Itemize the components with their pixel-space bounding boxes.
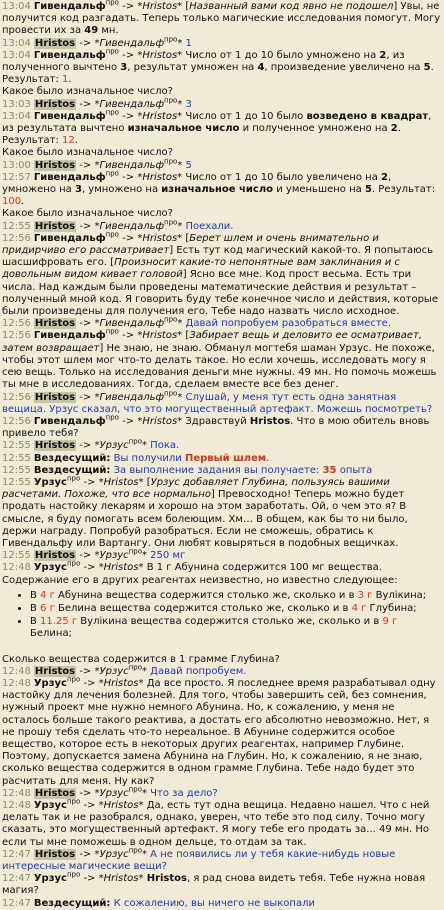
direction-arrow: -> (83, 562, 96, 574)
chat-message (2, 47, 441, 99)
message-text: , умножено на (81, 184, 162, 196)
system-message (2, 453, 441, 465)
message-text: возведено в квадрат (306, 110, 429, 122)
recipient-name[interactable]: *Урзус (94, 550, 129, 562)
direction-arrow: -> (79, 159, 92, 171)
message-text: , произведение увеличено на (264, 62, 424, 74)
direction-arrow: -> (79, 318, 92, 330)
direction-arrow: -> (79, 848, 92, 860)
message-text: В (30, 602, 41, 614)
direction-arrow: -> (79, 220, 92, 232)
message-text: Здравствуй (182, 415, 250, 427)
direction-arrow: -> (122, 415, 135, 427)
timestamp[interactable]: 12:48 (2, 677, 31, 689)
chat-message (2, 157, 441, 172)
message-text: Произносит какие-то непонятные вам заклинания и с довольным видом кивает головой (2, 257, 400, 281)
sender-name[interactable]: Урзус (33, 476, 67, 488)
recipient-title-badge: про (128, 785, 142, 794)
sender-name[interactable]: Гивендальф (33, 1, 106, 12)
direction-arrow: -> (83, 476, 96, 488)
message-text: Число от 1 до 10 было умножено на (182, 49, 380, 61)
sender-name[interactable]: Гивендальф (33, 415, 106, 427)
chat-message (2, 675, 441, 788)
message-text: опыта (336, 464, 373, 476)
message-text: А не появились ли у тебя какие-нибудь новые интересные магические вещи? (2, 848, 396, 873)
recipient-title-badge: про (128, 437, 142, 446)
message-text: . Результат: (371, 184, 436, 196)
recipient-name[interactable]: *Гивендальф (94, 98, 165, 110)
sender-title-badge: про (66, 560, 81, 569)
recipient-suffix: * (177, 37, 183, 49)
sender-name[interactable]: Гивендальф (33, 49, 106, 61)
sender-name[interactable]: Гивендальф (33, 110, 106, 122)
message-text: 2 (381, 171, 388, 183)
sender-name[interactable]: Урзус (33, 873, 67, 885)
timestamp[interactable]: 13:03 (2, 98, 31, 110)
recipient-name[interactable]: *Hristos* (98, 562, 144, 574)
message-text: Какое было изначальное число? (2, 208, 173, 220)
message-text: Какое было изначальное число? (2, 147, 173, 159)
timestamp[interactable]: 12:48 (2, 562, 31, 574)
timestamp[interactable]: 12:56 (2, 415, 31, 427)
message-text: Глубина; (366, 602, 417, 614)
message-text: 6 г (40, 602, 55, 614)
timestamp[interactable]: 12:56 (2, 330, 31, 342)
timestamp[interactable]: 13:04 (2, 37, 31, 49)
message-text: 1 (62, 74, 69, 86)
message-text: 250 мг (147, 550, 186, 562)
message-text: Давай попробуем разобраться вместе. (182, 318, 391, 330)
direction-arrow: -> (122, 171, 135, 183)
message-text: 12 (62, 135, 75, 147)
recipient-title-badge: про (164, 218, 178, 227)
sender-name[interactable]: Урзус (33, 562, 67, 574)
message-text: Какое было изначальное число? (2, 86, 173, 98)
timestamp[interactable]: 12:55 (2, 440, 31, 452)
recipient-name[interactable]: *Hristos* (98, 800, 144, 811)
message-text: ] Превосходно! Теперь можно будет продать настойку лекарям и хорошо на этом заработать. Ой, о чем это я? В смысле, я буду помогать всем болеющим. Хм… В общем, как бы то ни было, держи награду. Попробуй разобраться. Если не сможешь, обратись к Гивендальфу или Вартангу. Они любят ковыряться в подобных вещичках. (2, 489, 408, 549)
sender-name[interactable]: Hristos (34, 318, 76, 330)
direction-arrow: -> (79, 98, 92, 110)
chat-message (2, 413, 441, 440)
sender-title-badge: про (66, 870, 81, 879)
message-text: Забирает вещь и деловито ее осматривает, затем возвращает (2, 330, 423, 354)
message-text: Слушай, у меня тут есть одна занятная вещица. Урзус сказал, что это могущественный артефакт. Можешь посмотреть? (2, 391, 433, 415)
message-text: ] Ясно все мне. Код прост весьма. Есть три числа. Над каждым были проведены математические действия и результат – полученный мной код. Я говорить буду тебе конечное число и действия, которые были произведены для получения его. Тебе надо назвать число исходное. (2, 269, 438, 318)
timestamp[interactable]: 12:56 (2, 232, 31, 244)
message-text: и уменьшено на (273, 184, 365, 196)
message-text: 2 (379, 49, 387, 61)
timestamp[interactable]: 12:47 (2, 848, 31, 860)
direction-arrow: -> (83, 800, 96, 811)
question-text: Сколько вещества содержится в 1 грамме Глубина? (2, 653, 280, 665)
sender-title-badge: про (105, 108, 119, 117)
recipient-name[interactable]: *Гивендальф (94, 37, 165, 49)
timestamp[interactable]: 12:48 (2, 665, 31, 677)
chat-message (2, 797, 441, 849)
message-text: 4 г (351, 602, 367, 614)
timestamp[interactable]: 13:04 (2, 1, 31, 12)
message-text: . (21, 196, 25, 208)
message-text: Берет шлем и очень внимательно и придирчиво его рассматривает (2, 232, 379, 257)
direction-arrow: -> (83, 677, 96, 689)
message-text: Урзус добавляет Глубина, пользуясь вашими расчетами. Похоже, что все нормально (2, 476, 390, 501)
chat-message (2, 330, 441, 391)
direction-arrow: -> (122, 330, 135, 342)
message-text: Вулікина; (372, 589, 427, 601)
sender-name[interactable]: Hristos (34, 848, 76, 860)
recipient-name[interactable]: *Hristos* (98, 677, 144, 689)
message-text: Поехали. (182, 220, 234, 232)
timestamp[interactable]: 12:48 (2, 787, 31, 799)
message-text: Число от 1 до 10 было увеличено на (182, 171, 382, 183)
direction-arrow: -> (122, 232, 135, 244)
sender-title-badge: про (105, 47, 119, 56)
sender-name[interactable]: Гивендальф (33, 330, 106, 342)
chat-message (2, 846, 441, 873)
message-text: . Что в мою обитель вновь привело тебя? (2, 415, 430, 440)
recipient-name[interactable]: *Hristos* (137, 171, 183, 183)
message-text: 2 (390, 123, 398, 135)
recipient-name[interactable]: *Урзус (94, 665, 129, 677)
message-text: 5 (423, 62, 431, 74)
message-text: Белина вещества содержится столько же, сколько и в (54, 602, 352, 614)
chat-message (2, 389, 441, 416)
message-text: изначальное число (127, 123, 240, 135)
chat-message (2, 108, 441, 160)
timestamp[interactable]: 12:48 (2, 800, 31, 811)
recipient-name[interactable]: *Hristos* (137, 49, 183, 61)
sender-title-badge: про (105, 169, 119, 178)
recipient-name[interactable]: *Гивендальф (94, 159, 165, 171)
message-text: К сожалению, вы ничего не выкопали (110, 897, 315, 909)
message-text: ] Увы, не получится код разгадать. Теперь только магические исследования помогут. Могу провести их за (2, 1, 441, 37)
message-text: В 1 г Абунина содержится 100 мг вещества. Содержание его в других реагентах неизвестно, но известно следующее: (2, 562, 398, 586)
message-text: Hristos (249, 415, 291, 427)
sender-title-badge: про (66, 474, 81, 483)
timestamp[interactable]: 12:47 (2, 873, 31, 885)
direction-arrow: -> (122, 110, 135, 122)
message-text: ] Не знаю, не знаю. Обманул могтебя шаман Урзус. Не похоже, чтобы этот шлем мог что-то делать такое. Но если хочешь, исследовать могу я сею вещь. Только на исследования деньги мне нужны. 49 мн. Но помочь можешь ты мне в исследованиях. Тогда, сделаем вместе все без денег. (2, 342, 437, 391)
chat-message (2, 437, 441, 452)
sender-name[interactable]: Hristos (34, 550, 76, 562)
recipient-name[interactable]: *Гивендальф (94, 318, 165, 330)
message-text: . (74, 135, 78, 147)
message-text: Абунина вещества содержится столько же, сколько и в (54, 589, 358, 601)
chat-message (2, 230, 441, 318)
chat-message (2, 218, 441, 233)
message-text: 3 (182, 98, 192, 110)
recipient-suffix: * (142, 848, 147, 860)
message-text: 4 (257, 62, 265, 74)
list-item (30, 603, 441, 615)
direction-arrow: -> (79, 665, 92, 677)
direction-arrow: -> (83, 873, 96, 885)
sender-name[interactable]: Hristos (34, 665, 76, 677)
message-text: Что за дело? (147, 787, 218, 799)
chat-message (2, 1, 441, 38)
sender-name[interactable]: Вездесущий: (33, 464, 111, 476)
sender-title-badge: про (105, 230, 119, 239)
message-text: [ (182, 232, 190, 244)
chat-message (2, 169, 441, 221)
message-text: [ (143, 476, 151, 488)
timestamp[interactable]: 12:55 (2, 220, 31, 232)
recipient-title-badge: про (164, 35, 178, 44)
recipient-suffix: * (177, 98, 183, 110)
direction-arrow: -> (79, 391, 92, 403)
message-text: и полученное умножено на (239, 123, 391, 135)
timestamp[interactable]: 12:55 (2, 550, 31, 562)
message-text: Вулікина вещества содержится столько же, сколько и в (77, 616, 383, 628)
message-text: Названный вами код явно не подошел (189, 1, 394, 12)
message-text: 3 (74, 184, 82, 196)
recipient-title-badge: про (128, 663, 142, 672)
sender-name[interactable]: Гивендальф (33, 171, 106, 183)
timestamp[interactable]: 13:04 (2, 49, 31, 61)
timestamp[interactable]: 12:56 (2, 391, 31, 403)
message-text: Да, есть тут одна вещица. Недавно нашел. Что с ней делать так и не разобрался, однако, уверен, что тебе это под силу. Точно могу сказать, это могущественный артефакт. Я могу тебе его продать за... 49 мн. Но если ты мне поможешь в одном дельце, то отдам за так. (2, 800, 430, 848)
recipient-suffix: * (142, 787, 147, 799)
message-text: , из результата вычтено (2, 110, 432, 135)
sender-name[interactable]: Вездесущий: (33, 897, 111, 909)
timestamp[interactable]: 12:55 (2, 476, 31, 488)
message-text: ] Есть тут код магический какой-то. Я попытаюсь шасшифровать его. [ (2, 245, 433, 269)
message-text: 5 (182, 159, 192, 171)
sender-name[interactable]: Hristos (34, 440, 76, 452)
chat-message (2, 870, 441, 897)
sender-name[interactable]: Вездесущий: (33, 452, 111, 464)
message-text: 35 (322, 464, 337, 476)
timestamp[interactable]: 12:47 (2, 897, 31, 909)
recipient-title-badge: про (164, 157, 178, 166)
recipient-name[interactable]: *Hristos* (137, 415, 183, 427)
message-text: , умножено на (2, 171, 392, 196)
direction-arrow: -> (122, 49, 135, 61)
timestamp[interactable]: 12:55 (2, 464, 31, 476)
system-message (2, 898, 441, 910)
recipient-name[interactable]: *Гивендальф (94, 220, 165, 232)
sender-name[interactable]: Hristos (34, 98, 76, 110)
message-text: 49 (84, 25, 99, 37)
message-text: Число от 1 до 10 было (182, 110, 307, 122)
message-text: Давай попробуем. (147, 665, 247, 677)
message-text: Белина; (30, 628, 72, 640)
timestamp[interactable]: 12:57 (2, 171, 31, 183)
message-text: 3 г (357, 589, 373, 601)
chat-message (2, 474, 441, 550)
recipient-title-badge: про (164, 389, 178, 398)
sender-name[interactable]: Hristos (34, 391, 76, 403)
message-text: За выполнение задания вы получаете: (110, 464, 323, 476)
message-text: 3 (120, 62, 128, 74)
message-text: Вы получили (110, 452, 185, 464)
recipient-name[interactable]: *Hristos* (137, 1, 183, 12)
message-text: , результат умножен на (127, 62, 258, 74)
message-text: Да все просто. Я последнее время разрабатывал одну настойку для лечения болезней. Для того, чтобы завершить сей, без сомнения, нужный проект мне нужно немного Абунина. Но, к сожалению, у меня не осталось больше такого реактива, а достать его абсолютно невозможно. Нет, я не прошу тебя сделать что-то нереальное. В Абунине содержится особое вещество, которое есть в некоторых других реагентах, например Глубине. Поэтому, допускается замена Абунина на Глубин. Но, к сожалению, я не знаю, сколько вещества содержится в одном грамме Глубина. Тебе надо будет это расчитать для меня. Ну как? (2, 677, 436, 787)
recipient-name[interactable]: *Урзус (94, 440, 129, 452)
recipient-title-badge: про (128, 846, 142, 855)
sender-name[interactable]: Hristos (34, 787, 76, 799)
message-text: 11.25 г (40, 616, 78, 628)
recipient-name[interactable]: *Hristos* (98, 476, 144, 488)
message-text: . Результат: (2, 62, 434, 86)
timestamp[interactable]: 13:04 (2, 110, 31, 122)
message-text: 9 г (382, 616, 398, 628)
message-text: . (68, 74, 72, 86)
sender-name[interactable]: Урзус (33, 677, 67, 689)
message-text: изначальное число (161, 184, 274, 196)
list-item (30, 590, 441, 602)
recipient-suffix: * (177, 318, 183, 330)
chat-message (2, 315, 441, 330)
message-text: Пока. (147, 440, 180, 452)
timestamp[interactable]: 13:00 (2, 159, 31, 171)
direction-arrow: -> (79, 440, 92, 452)
chat-message (2, 96, 441, 111)
message-text: мн. (98, 25, 119, 37)
direction-arrow: -> (79, 787, 92, 799)
list-item (30, 616, 441, 640)
message-text: . Результат: (2, 123, 401, 147)
recipient-suffix: * (142, 440, 147, 452)
timestamp[interactable]: 12:55 (2, 452, 31, 464)
sender-title-badge: про (105, 0, 119, 7)
spacer (2, 644, 441, 654)
sender-name[interactable]: Урзус (33, 800, 67, 811)
chat-message (2, 562, 441, 586)
sender-name[interactable]: Hristos (34, 159, 76, 171)
message-text: 100 (2, 196, 22, 208)
direction-arrow: -> (79, 37, 92, 49)
direction-arrow: -> (122, 1, 135, 12)
message-text: , из полученного вычтено (2, 49, 405, 74)
sender-name[interactable]: Гивендальф (33, 232, 106, 244)
message-text: 4 г (40, 589, 55, 601)
message-text: В (30, 589, 41, 601)
recipient-name[interactable]: *Гивендальф (94, 391, 165, 403)
recipient-suffix: * (177, 159, 183, 171)
direction-arrow: -> (79, 550, 92, 562)
reagent-list (2, 590, 441, 641)
recipient-title-badge: про (164, 96, 178, 105)
message-text: [ (182, 1, 190, 12)
sender-name[interactable]: Hristos (34, 220, 76, 232)
sender-title-badge: про (105, 413, 119, 422)
recipient-name[interactable]: *Урзус (94, 787, 129, 799)
message-text: В (30, 616, 41, 628)
recipient-name[interactable]: *Hristos* (137, 110, 183, 122)
message-text: Первый шлем (184, 452, 267, 464)
message-text: . (266, 452, 270, 464)
sender-name[interactable]: Hristos (34, 37, 76, 49)
message-text: , я рад снова видеть тебя. Тебе нужна новая магия? (2, 873, 426, 897)
recipient-suffix: * (177, 220, 183, 232)
recipient-title-badge: про (164, 315, 178, 324)
recipient-title-badge: про (128, 547, 142, 556)
message-text: [ (182, 330, 190, 342)
message-text: Hristos (146, 873, 187, 885)
chat-message (2, 35, 441, 50)
sender-title-badge: про (105, 328, 119, 337)
recipient-name[interactable]: *Урзус (94, 848, 129, 860)
message-text: 1 (182, 37, 192, 49)
recipient-suffix: * (142, 550, 147, 562)
recipient-suffix: * (177, 391, 183, 403)
message-text: 5 (364, 184, 372, 196)
sender-title-badge: про (66, 675, 81, 684)
recipient-suffix: * (142, 665, 147, 677)
timestamp[interactable]: 12:56 (2, 318, 31, 330)
sender-title-badge: про (66, 797, 81, 806)
recipient-name[interactable]: *Hristos* (98, 873, 144, 885)
recipient-name[interactable]: *Hristos* (137, 232, 183, 244)
recipient-name[interactable]: *Hristos* (137, 330, 183, 342)
